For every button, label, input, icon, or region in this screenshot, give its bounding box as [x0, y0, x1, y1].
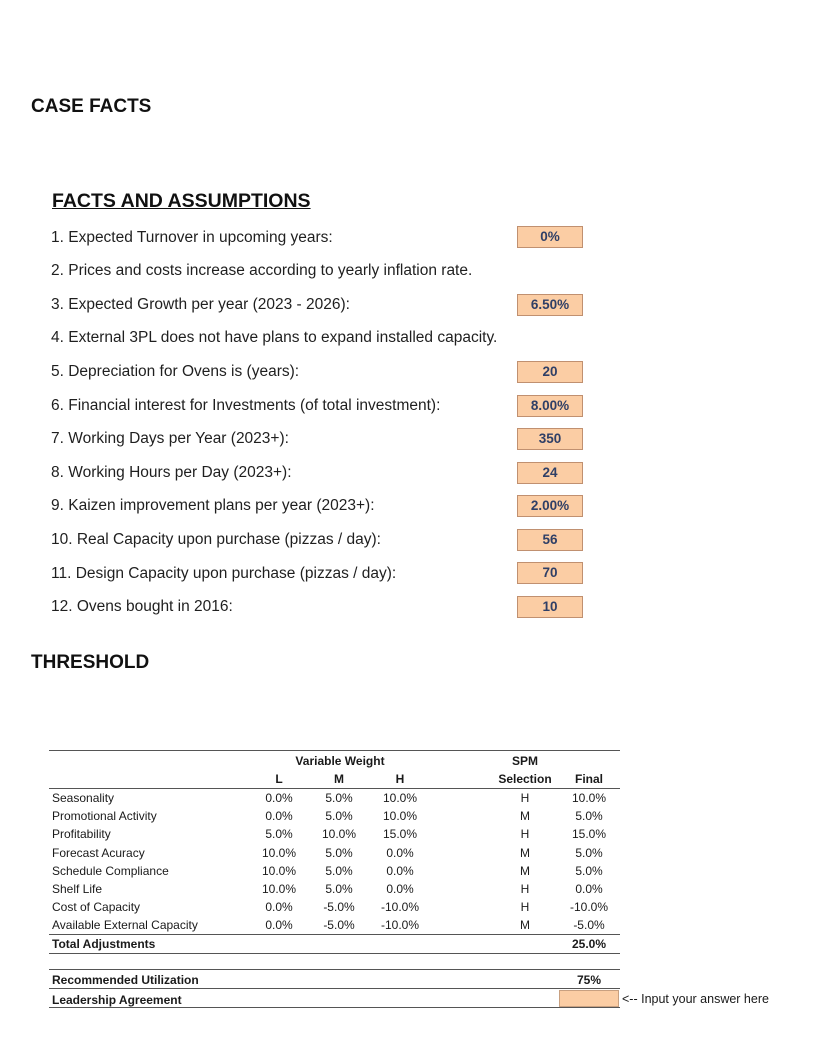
table-cell-h: 15.0%	[382, 827, 418, 841]
fact-label-10: 10. Real Capacity upon purchase (pizzas / day):	[51, 531, 381, 548]
table-cell-final: -10.0%	[569, 900, 609, 914]
table-cell-selection[interactable]: M	[520, 809, 530, 823]
table-cell-selection[interactable]: M	[520, 918, 530, 932]
recommended-bottom-rule	[49, 988, 620, 989]
table-cell-final: 5.0%	[575, 809, 603, 823]
col-header-L: L	[275, 772, 283, 786]
table-cell-selection[interactable]: M	[520, 864, 530, 878]
table-cell-m: 5.0%	[325, 809, 353, 823]
table-cell-h: 0.0%	[386, 864, 414, 878]
table-cell-h: 0.0%	[386, 882, 414, 896]
table-cell-l: 10.0%	[261, 864, 297, 878]
table-row-label: Cost of Capacity	[52, 900, 141, 914]
threshold-heading: THRESHOLD	[31, 652, 150, 673]
table-cell-l: 0.0%	[265, 900, 293, 914]
fact-value-1[interactable]: 0%	[517, 226, 583, 248]
table-row-label: Shelf Life	[52, 882, 103, 896]
table-row-label: Available External Capacity	[52, 918, 198, 932]
final-header: Final	[574, 772, 603, 786]
fact-value-6[interactable]: 8.00%	[517, 395, 583, 417]
table-cell-final: 5.0%	[575, 846, 603, 860]
variable-weight-header: Variable Weight	[295, 754, 385, 768]
table-cell-h: -10.0%	[380, 900, 420, 914]
total-adjustments-value: 25.0%	[571, 937, 607, 951]
table-cell-l: 0.0%	[265, 809, 293, 823]
leadership-agreement-label: Leadership Agreement	[52, 993, 182, 1007]
table-cell-selection[interactable]: M	[520, 846, 530, 860]
table-cell-m: 5.0%	[325, 882, 353, 896]
fact-value-10[interactable]: 56	[517, 529, 583, 551]
table-cell-m: 10.0%	[321, 827, 357, 841]
table-row-label: Forecast Acuracy	[52, 846, 145, 860]
table-cell-l: 10.0%	[261, 846, 297, 860]
fact-label-8: 8. Working Hours per Day (2023+):	[51, 464, 292, 481]
table-cell-final: 0.0%	[575, 882, 603, 896]
fact-label-2: 2. Prices and costs increase according to yearly inflation rate.	[51, 262, 473, 279]
table-cell-m: -5.0%	[323, 900, 355, 914]
table-cell-selection[interactable]: H	[520, 827, 530, 841]
fact-value-9[interactable]: 2.00%	[517, 495, 583, 517]
fact-value-7[interactable]: 350	[517, 428, 583, 450]
leadership-agreement-input[interactable]	[559, 990, 619, 1007]
table-cell-l: 0.0%	[265, 791, 293, 805]
table-cell-l: 0.0%	[265, 918, 293, 932]
table-cell-h: -10.0%	[380, 918, 420, 932]
table-cell-m: 5.0%	[325, 846, 353, 860]
table-cell-selection[interactable]: H	[520, 900, 530, 914]
selection-header: Selection	[498, 772, 552, 786]
fact-label-1: 1. Expected Turnover in upcoming years:	[51, 229, 333, 246]
fact-label-7: 7. Working Days per Year (2023+):	[51, 430, 289, 447]
table-cell-l: 5.0%	[265, 827, 293, 841]
recommended-utilization-value: 75%	[576, 973, 602, 987]
table-row-label: Profitability	[52, 827, 111, 841]
total-top-rule	[49, 934, 620, 935]
table-cell-m: -5.0%	[323, 918, 355, 932]
fact-label-9: 9. Kaizen improvement plans per year (2023+):	[51, 497, 375, 514]
recommended-utilization-label: Recommended Utilization	[52, 973, 199, 987]
fact-value-8[interactable]: 24	[517, 462, 583, 484]
table-cell-selection[interactable]: H	[520, 882, 530, 896]
fact-label-3: 3. Expected Growth per year (2023 - 2026):	[51, 296, 350, 313]
table-cell-final: 10.0%	[571, 791, 607, 805]
table-cell-h: 0.0%	[386, 846, 414, 860]
table-cell-h: 10.0%	[382, 809, 418, 823]
table-cell-final: 15.0%	[571, 827, 607, 841]
facts-title: FACTS AND ASSUMPTIONS	[52, 190, 311, 212]
fact-value-3[interactable]: 6.50%	[517, 294, 583, 316]
spm-header: SPM	[511, 754, 538, 768]
table-row-label: Seasonality	[52, 791, 115, 805]
fact-value-11[interactable]: 70	[517, 562, 583, 584]
table-cell-final: -5.0%	[573, 918, 605, 932]
fact-label-6: 6. Financial interest for Investments (of total investment):	[51, 397, 441, 414]
fact-label-4: 4. External 3PL does not have plans to expand installed capacity.	[51, 329, 498, 346]
table-bottom-rule	[49, 1007, 620, 1008]
table-cell-l: 10.0%	[261, 882, 297, 896]
input-hint-text: <-- Input your answer here	[622, 992, 769, 1006]
fact-value-5[interactable]: 20	[517, 361, 583, 383]
table-cell-selection[interactable]: H	[520, 791, 530, 805]
table-top-rule	[49, 750, 620, 751]
table-cell-final: 5.0%	[575, 864, 603, 878]
fact-label-5: 5. Depreciation for Ovens is (years):	[51, 363, 300, 380]
recommended-top-rule	[49, 969, 620, 970]
header-rule	[49, 788, 620, 789]
total-adjustments-label: Total Adjustments	[52, 937, 156, 951]
table-row-label: Promotional Activity	[52, 809, 157, 823]
col-header-M: M	[334, 772, 344, 786]
fact-label-11: 11. Design Capacity upon purchase (pizzas / day):	[51, 565, 397, 582]
table-row-label: Schedule Compliance	[52, 864, 169, 878]
table-cell-m: 5.0%	[325, 791, 353, 805]
fact-label-12: 12. Ovens bought in 2016:	[51, 598, 233, 615]
table-cell-h: 10.0%	[382, 791, 418, 805]
fact-value-12[interactable]: 10	[517, 596, 583, 618]
col-header-H: H	[395, 772, 405, 786]
total-bottom-rule	[49, 953, 620, 954]
table-cell-m: 5.0%	[325, 864, 353, 878]
case-facts-heading: CASE FACTS	[31, 96, 152, 117]
